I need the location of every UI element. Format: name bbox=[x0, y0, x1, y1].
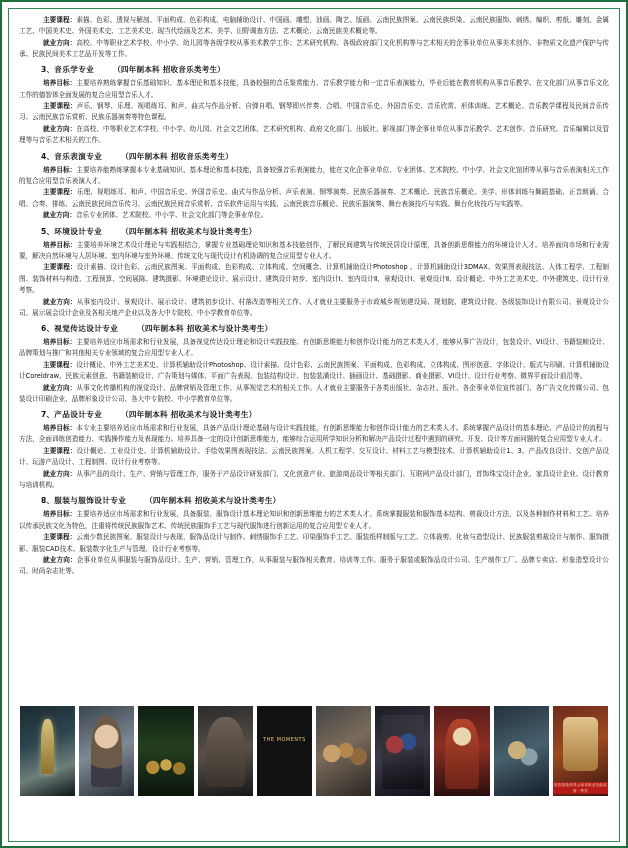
section-heading bbox=[19, 63, 609, 77]
section-paragraph bbox=[19, 337, 609, 359]
section-paragraph bbox=[19, 165, 609, 187]
paragraph-text: 本专业主要培养适应市场需求和行业发展，具备产品设计理论基础与设计实践技能，有创新思维能力和创作设计能力的艺术类人才。系统掌握产品设计的基本理论、产品设计的流程与方法，全面训练创造能力、实践操作能力及表现能力。培养具备一定的设计创新思维能力，能够综合运用所学知识分析和解决产品设计过程中遇到的研究、开发、设计等方面问题的复合应用型专业人才。 bbox=[19, 424, 610, 444]
section-heading bbox=[19, 408, 609, 422]
paragraph-text: 设计概论、工业设计史、计算机辅助设计、手绘效果图表现技法、云南民族图案、人机工程学、交互设计、材料工艺与模型技术、计算机辅助设计1、3、产品改良设计、交创产品设计、玩游产品设计、工程制图、设计行业考察等。 bbox=[19, 447, 610, 467]
section-heading bbox=[19, 225, 609, 239]
paragraph-label: 培养目标： bbox=[43, 79, 77, 88]
paragraph-text: 主要培养熟练掌握音乐基础知识、基本理论和基本技能，具备较强的音乐鉴赏能力、音乐教学能力和一定音乐表演能力，毕业后能在教育机构从事音乐教学、在文化部门从事音乐文化工作的德智体全面发展的复合应用型音乐人才。 bbox=[19, 79, 610, 99]
section-enroll: 招收美术与设计类考生） bbox=[194, 496, 281, 506]
section-major: 产品设计专业 bbox=[54, 410, 103, 420]
section-enroll: 招收音乐类考生） bbox=[170, 151, 234, 161]
section-music-performance bbox=[19, 150, 609, 222]
section-paragraph bbox=[19, 240, 609, 262]
paragraph-text: 设计素描、设计色彩、云南民族图案、平面构成、色彩构成、立体构成、空间概念、计算机辅助设计Photoshop 、计算机辅助设计3DMAX、效果图表现技法、人体工程学、工程制图、装饰材料与构造、工程预算、空间展陈、建筑摄影、环境建论设计、展示设计、建筑设计初步、室内设计Ⅰ、室内设计Ⅱ、景观设计Ⅰ、景观设计Ⅱ、设计概论、中外工艺美术史、中外建筑史、设计行业考察。 bbox=[19, 263, 610, 294]
section-fashion-design bbox=[19, 494, 609, 577]
section-number: 5、 bbox=[41, 226, 55, 236]
top-courses-paragraph bbox=[19, 15, 609, 37]
paragraph-text: 设计概论、中外工艺美术史、计算机辅助设计Photoshop、设计素描、设计色彩、云南民族图案、平面构成、色彩构成、立体构成、图形创意、字体设计、版式与印刷、计算机辅助设计Coreldraw、民族元素创意、书籍装帧设计、广告策划与媒体、平面广告表现、包装结构设计、包装装潢设计、插画设计、基础摄影、商业摄影、VI设计、设计行业考察、微界平面设计前沿等。 bbox=[19, 360, 610, 381]
section-paragraph bbox=[19, 187, 609, 209]
section-paragraph bbox=[19, 423, 609, 445]
top-block bbox=[19, 15, 609, 60]
photo-costume-display bbox=[374, 705, 431, 797]
section-number: 8、 bbox=[41, 496, 55, 506]
section-enroll: 招收美术与设计类考生） bbox=[170, 410, 257, 420]
section-number: 7、 bbox=[41, 410, 55, 420]
section-paragraph bbox=[19, 262, 609, 296]
poster-caption: THE MOMENTS bbox=[263, 736, 306, 743]
paragraph-label: 主要课程： bbox=[43, 447, 77, 456]
photo-wood-carvings bbox=[315, 705, 372, 797]
section-paragraph bbox=[19, 101, 609, 123]
award-banner-text: 祝贺我校获得云南省职业技能竞赛一等奖 bbox=[553, 783, 607, 793]
section-paragraph bbox=[19, 555, 609, 577]
paragraph-text: 声乐、钢琴、乐理、视唱练耳、和声、曲式与作品分析、自弹自唱、钢琴即兴伴奏、合唱、中国音乐史、外国音乐史、音乐欣赏、形体训练、艺术概论、音乐教学课程及民间音乐传习、云南民族音乐赏析、民族乐器演奏等特色课程。 bbox=[19, 102, 610, 122]
paragraph-label: 培养目标： bbox=[43, 424, 77, 433]
photo-clay-figures bbox=[137, 705, 194, 797]
section-music-education bbox=[19, 63, 609, 146]
top-courses-text: 素描、色彩、透视与解剖、平面构成、色彩构成、电脑辅助设计、中国画、雕塑、油画、陶艺、版画、云南民族图案、云南民族织染、云南民族服饰、刺绣、编织、剪纸、雕刻、金属工艺、中国美术史、外国美术史、工艺美术史、现当代绘画及艺术、美学、田野调查方法、艺术概论、云南民族美术概论等。 bbox=[19, 16, 610, 36]
photo-portrait-painting bbox=[78, 705, 135, 797]
section-degree: （四年制本科 bbox=[137, 323, 184, 333]
section-paragraph bbox=[19, 78, 609, 100]
paragraph-label: 主要课程： bbox=[43, 263, 77, 272]
section-degree: （四年制本科 bbox=[121, 226, 168, 236]
section-paragraph bbox=[19, 210, 609, 221]
paragraph-label: 培养目标： bbox=[43, 165, 77, 174]
section-heading bbox=[19, 494, 609, 508]
section-degree: （四年制本科 bbox=[113, 65, 160, 75]
section-major: 视觉传达设计专业 bbox=[54, 323, 119, 333]
section-paragraph bbox=[19, 124, 609, 146]
paragraph-label: 就业方向： bbox=[43, 211, 76, 220]
section-environment-design bbox=[19, 225, 609, 319]
paragraph-label: 培养目标： bbox=[43, 337, 77, 346]
paragraph-label: 主要课程： bbox=[43, 533, 77, 542]
paragraph-text: 音乐专业团体、艺术院校、中小学、社会文化部门等企事业单位。 bbox=[75, 211, 268, 220]
section-heading bbox=[19, 322, 609, 336]
paragraph-text: 主要培养环境艺术设计理论与实践相结合，掌握专业基础理论知识和基本技能创作，了解民间建筑与传统民居设计原理，具备创新思维能力的环境设计人才。培养面向市场和行业需要，解决自然环境与人居环境、室内环境与室外环境、传统文化与现代设计有机协调的复合应用型专业人才。 bbox=[19, 240, 610, 260]
section-major: 音乐学专业 bbox=[54, 65, 95, 75]
section-paragraph bbox=[19, 446, 609, 468]
section-heading bbox=[19, 150, 609, 164]
section-degree: （四年制本科 bbox=[121, 151, 168, 161]
photo-sculpture bbox=[197, 705, 254, 797]
section-number: 3、 bbox=[41, 65, 55, 75]
paragraph-label: 就业方向： bbox=[43, 383, 77, 392]
section-enroll: 招收美术与设计类考生） bbox=[186, 323, 273, 333]
section-paragraph bbox=[19, 297, 609, 319]
paragraph-text: 乐理、视唱练耳、和声、中国音乐史、外国音乐史、曲式与作品分析、声乐表演、钢琴演奏、民族乐器演奏、艺术概论、民族音乐概论、美学、形体训练与舞蹈基础、正音朗诵、合唱、合奏、排练、云南民族民间音乐传习、云南民族民间音乐赏析、音乐软件运用与实践、云南民族音乐概论、民族乐器演奏、舞台表演技巧与实践、舞台化妆技巧与实践等。 bbox=[19, 188, 610, 208]
paragraph-label: 培养目标： bbox=[43, 510, 77, 519]
paragraph-text: 主要培养能熟练掌握本专业基础知识、基本理论和基本技能，具备较强音乐表演能力，能在文化企事业单位、专业团体、艺术院校、中小学、社会文化馆团等从事与音乐表演相关工作的复合应用型音乐表演人才。 bbox=[19, 165, 610, 185]
page-inner-border bbox=[8, 8, 620, 842]
top-employment-label: 就业方向： bbox=[43, 38, 77, 47]
top-employment-text: 高校、中等职业艺术学校、中小学、幼儿园等各级学校从事美术教学工作；艺术研究机构、各级政府部门文化机构等与艺术相关的企事业单位从事美术创作、非物质文化遗产保护与传承、民族民间美术工艺品开发等工作。 bbox=[19, 38, 610, 59]
section-enroll: 招收美术与设计类考生） bbox=[170, 226, 257, 236]
section-product-design bbox=[19, 408, 609, 491]
paragraph-text: 企事业单位从事服装与服饰品设计、生产、营销、管理工作，从事服装与服饰相关教育、培训等工作。服务于服装或服饰品设计公司、生产制作工厂、品牌专卖店、形象造型设计公司、时尚杂志社等。 bbox=[19, 556, 610, 576]
photo-trophy bbox=[19, 705, 76, 797]
section-paragraph bbox=[19, 360, 609, 382]
section-degree: （四年制本科 bbox=[145, 496, 192, 506]
paragraph-text: 云南少数民族图案、服装设计与表现、服饰品设计与制作、刺绣服饰手工艺、印染服饰手工艺、服装纸样制版与工艺、立体裁剪、化妆与造型设计、民族服装剪裁设计与制作、服饰摄影、服装CAD技术、服装数字化生产与管理、设计行业考察等。 bbox=[19, 533, 610, 553]
section-major: 环境设计专业 bbox=[54, 226, 103, 236]
document-content bbox=[19, 15, 609, 578]
paragraph-label: 主要课程： bbox=[43, 102, 77, 111]
photo-gallery bbox=[19, 705, 609, 797]
paragraph-text: 从事室内设计、景观设计、展示设计、建筑初步设计、村落改造等相关工作、人才就业主要服务于市政城乡规划建设局、规划院、建筑设计院、各级装饰设计有限公司、景观设计公司、展示展会设计企业及各相关地产企业以及各大中专院校、中小学教育单位等。 bbox=[19, 297, 610, 317]
top-employment-paragraph bbox=[19, 38, 609, 60]
section-paragraph bbox=[19, 532, 609, 554]
photo-poster-moments bbox=[256, 705, 313, 797]
section-number: 6、 bbox=[41, 323, 55, 333]
paragraph-label: 就业方向： bbox=[43, 125, 77, 134]
section-number: 4、 bbox=[41, 151, 55, 161]
paragraph-label: 主要课程： bbox=[43, 360, 77, 369]
section-enroll: 招收音乐类考生） bbox=[162, 65, 226, 75]
paragraph-label: 培养目标： bbox=[43, 240, 77, 249]
paragraph-label: 就业方向： bbox=[43, 556, 77, 565]
section-paragraph bbox=[19, 509, 609, 531]
photo-craft-works bbox=[493, 705, 550, 797]
paragraph-label: 就业方向： bbox=[43, 297, 77, 306]
paragraph-text: 主要培养适应市场需求和行业发展，具备视觉传达设计理论和设计实践技能、有创新思维能力和创作设计能力的艺术类人才，能够从事广告设计，包装设计、VI设计、书籍装帧设计、品牌策划与推广和其他相关专业领域的复合应用型专业人才。 bbox=[19, 337, 610, 358]
photo-ethnic-costume bbox=[433, 705, 490, 797]
photo-award-certificate bbox=[552, 705, 609, 797]
section-degree: （四年制本科 bbox=[121, 410, 168, 420]
top-courses-label: 主要课程： bbox=[43, 16, 77, 24]
paragraph-label: 主要课程： bbox=[43, 188, 77, 197]
paragraph-text: 在高校、中等职业艺术学校、中小学、幼儿园、社会文艺团体、艺术研究机构、政府文化部门、出版社、影视部门等企事业单位从事音乐教学、艺术创作、音乐研究、音乐编辑以及管理等与音乐艺术相关的工作。 bbox=[19, 125, 610, 145]
section-paragraph bbox=[19, 469, 609, 491]
paragraph-text: 从事文化传播机构的视觉设计、品牌营销及管理工作、从事视觉艺术的相关工作。人才就业主要服务于各类出版社、杂志社、报社、各企事业单位宣传部门、各广告文化传媒公司、包装设计印刷企业、品牌形象设计公司、各大中专院校、中小学教育单位等。 bbox=[19, 383, 610, 403]
paragraph-label: 就业方向： bbox=[43, 470, 77, 478]
section-major: 音乐表演专业 bbox=[54, 151, 103, 161]
section-visual-communication bbox=[19, 322, 609, 405]
paragraph-text: 主要培养适应市场需求和行业发展，具备服装、服饰设计基本理论知识和创新思维能力的艺术类人才。系统掌握服装和服饰基本结构、剪裁设计方法，以及各种制作材料和工艺。培养以传承民族文化为特色，注重将传统民族服饰艺术、传统民族服饰手工艺与现代服饰进行创新运用的复合应用型专业人才。 bbox=[19, 510, 610, 530]
section-paragraph bbox=[19, 383, 609, 405]
section-major: 服装与服饰设计专业 bbox=[54, 496, 127, 506]
paragraph-text: 从事产品的设计、生产、营销与管理工作，服务于产品设计研发部门、文化创意产业、旅游商品设计等相关部门、互联网产品设计部门，首饰珠宝设计企业、家具设计企业、设计教育与培训机构。 bbox=[19, 470, 610, 490]
